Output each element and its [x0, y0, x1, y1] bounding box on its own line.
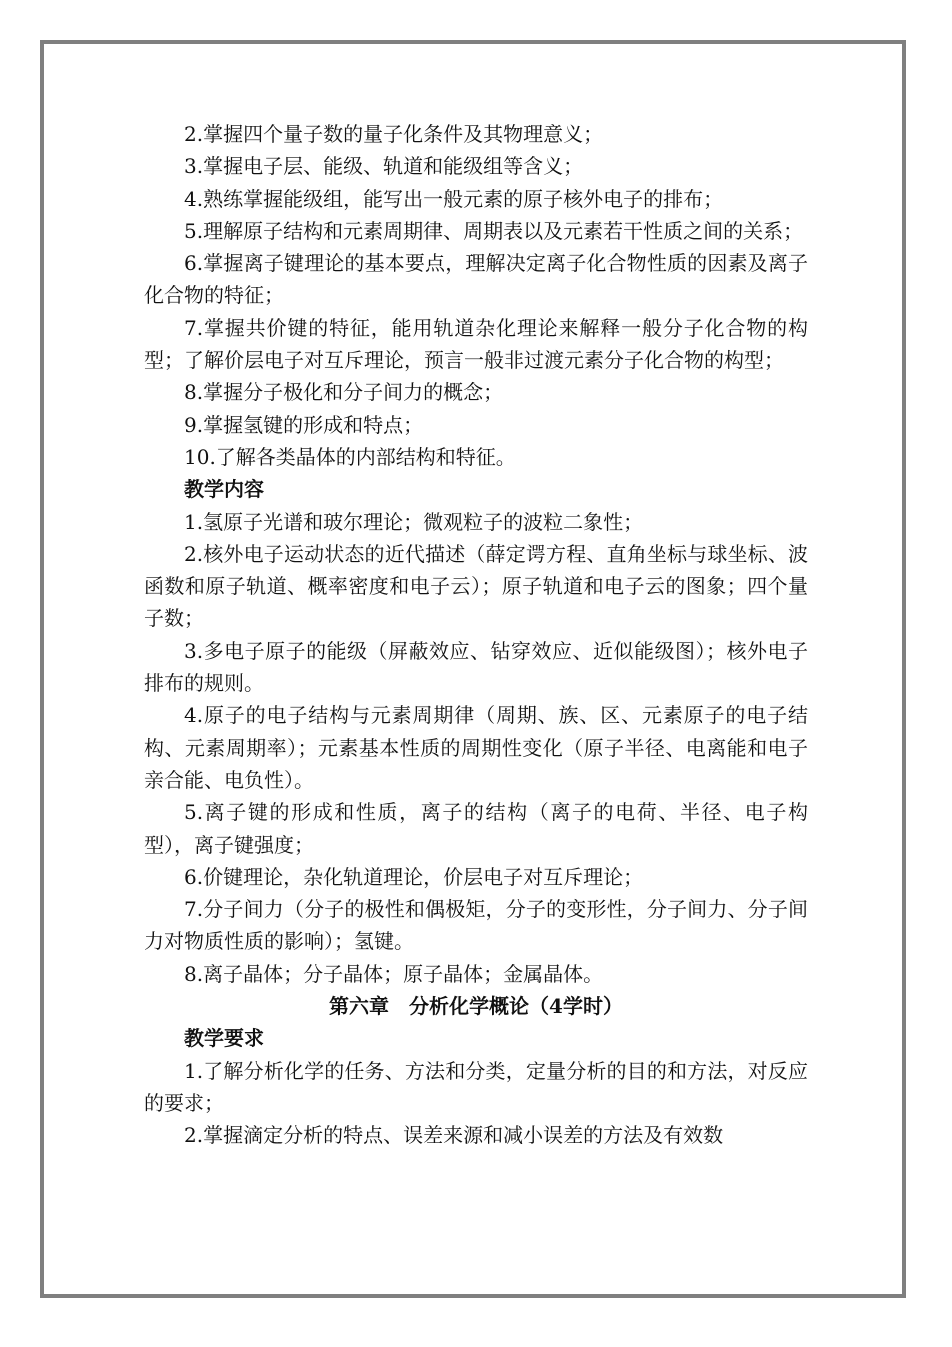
- requirement-item: 9.掌握氢键的形成和特点；: [184, 412, 424, 437]
- requirement-item: 2.掌握四个量子数的量子化条件及其物理意义；: [184, 122, 604, 146]
- document-body: [144, 118, 808, 1152]
- content-item: 5.离子键的形成和性质，离子的结构（离子的电荷、半径、电子构型），离子键强度；: [144, 800, 808, 857]
- content-item: 8.离子晶体；分子晶体；原子晶体；金属晶体。: [184, 961, 604, 986]
- requirement-item: 10.了解各类晶体的内部结构和特征。: [184, 444, 516, 469]
- content-item: 7.分子间力（分子的极性和偶极矩，分子的变形性，分子间力、分子间力对物质性质的影响）；氢键。: [144, 897, 808, 954]
- requirement-item: 8.掌握分子极化和分子间力的概念；: [184, 380, 504, 405]
- chapter6-requirement-item: 1.了解分析化学的任务、方法和分类，定量分析的目的和方法，对反应的要求；: [144, 1058, 808, 1115]
- requirement-item: 3.掌握电子层、能级、轨道和能级组等含义；: [184, 154, 584, 179]
- content-item: 1.氢原子光谱和玻尔理论；微观粒子的波粒二象性；: [184, 509, 644, 534]
- requirement-item: 7.掌握共价键的特征，能用轨道杂化理论来解释一般分子化合物的构型；了解价层电子对互斥理论，预言一般非过渡元素分子化合物的构型；: [144, 315, 808, 373]
- chapter6-requirement-item: 2.掌握滴定分析的特点、误差来源和减小误差的方法及有效数: [184, 1123, 724, 1148]
- content-item: 4.原子的电子结构与元素周期律（周期、族、区、元素原子的电子结构、元素周期率）；元素基本性质的周期性变化（原子半径、电离能和电子亲合能、电负性）。: [144, 703, 808, 792]
- content-item: 3.多电子原子的能级（屏蔽效应、钻穿效应、近似能级图）；核外电子排布的规则。: [144, 638, 808, 696]
- content-item: 6.价键理论，杂化轨道理论，价层电子对互斥理论；: [184, 864, 644, 889]
- chapter-title: 第六章 分析化学概论（4学时）: [329, 994, 623, 1019]
- requirement-item: 5.理解原子结构和元素周期律、周期表以及元素若干性质之间的关系；: [184, 218, 804, 243]
- content-heading: 教学内容: [184, 477, 264, 502]
- requirement-item: 4.熟练掌握能级组，能写出一般元素的原子核外电子的排布；: [184, 186, 724, 211]
- content-item: 2.核外电子运动状态的近代描述（薛定谔方程、直角坐标与球坐标、波函数和原子轨道、概率密度和电子云）；原子轨道和电子云的图象；四个量子数；: [144, 541, 808, 631]
- requirements-heading: 教学要求: [184, 1026, 264, 1051]
- requirement-item: 6.掌握离子键理论的基本要点，理解决定离子化合物性质的因素及离子化合物的特征；: [144, 251, 808, 308]
